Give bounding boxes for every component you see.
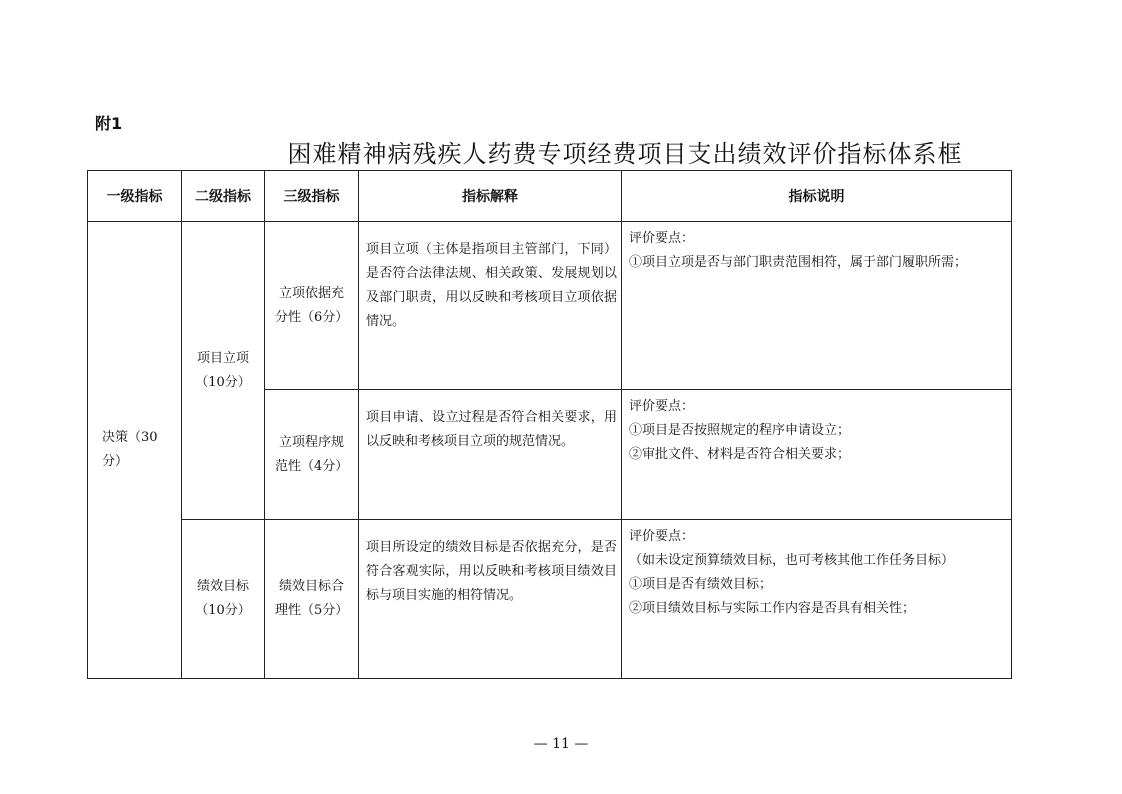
table-row [88, 520, 1012, 679]
level3-cell: 绩效目标合理性（5分） [265, 520, 359, 679]
table-row [88, 222, 1012, 390]
notes-line: ①项目立项是否与部门职责范围相符，属于部门履职所需； [629, 255, 968, 270]
notes-line: （如未设定预算绩效目标，也可考核其他工作任务目标） [629, 553, 955, 568]
notes-line: 评价要点： [629, 399, 695, 414]
explanation-cell: 项目申请、设立过程是否符合相关要求，用以反映和考核项目立项的规范情况。 [359, 390, 622, 520]
header-notes: 指标说明 [622, 171, 1012, 222]
notes-line: ②项目绩效目标与实际工作内容是否具有相关性； [629, 601, 916, 616]
annex-label: 附1 [95, 114, 123, 133]
notes-line: 评价要点： [629, 529, 695, 544]
page-title: 困难精神病残疾人药费专项经费项目支出绩效评价指标体系框 [287, 140, 963, 168]
level2-cell: 绩效目标（10分） [182, 520, 265, 679]
notes-line: ①项目是否有绩效目标； [629, 577, 773, 592]
notes-cell [622, 390, 1012, 520]
page-number: — 11 — [533, 736, 589, 752]
notes-cell [622, 222, 1012, 390]
header-level2: 二级指标 [182, 171, 265, 222]
level3-cell: 立项依据充分性（6分） [265, 222, 359, 390]
level2-cell: 项目立项（10分） [182, 222, 265, 520]
explanation-cell: 项目所设定的绩效目标是否依据充分，是否符合客观实际，用以反映和考核项目绩效目标与项目实施的相符情况。 [359, 520, 622, 679]
explanation-cell: 项目立项（主体是指项目主管部门，下同）是否符合法律法规、相关政策、发展规划以及部门职责，用以反映和考核项目立项依据情况。 [359, 222, 622, 390]
header-level3: 三级指标 [265, 171, 359, 222]
header-explanation: 指标解释 [359, 171, 622, 222]
notes-line: ①项目是否按照规定的程序申请设立； [629, 423, 851, 438]
table-header-row [88, 171, 1012, 222]
notes-line: ②审批文件、材料是否符合相关要求； [629, 447, 851, 462]
notes-line: 评价要点： [629, 231, 695, 246]
level1-cell: 决策（30分） [88, 222, 182, 679]
indicator-table [87, 170, 1012, 679]
level3-cell: 立项程序规范性（4分） [265, 390, 359, 520]
notes-cell [622, 520, 1012, 679]
header-level1: 一级指标 [88, 171, 182, 222]
